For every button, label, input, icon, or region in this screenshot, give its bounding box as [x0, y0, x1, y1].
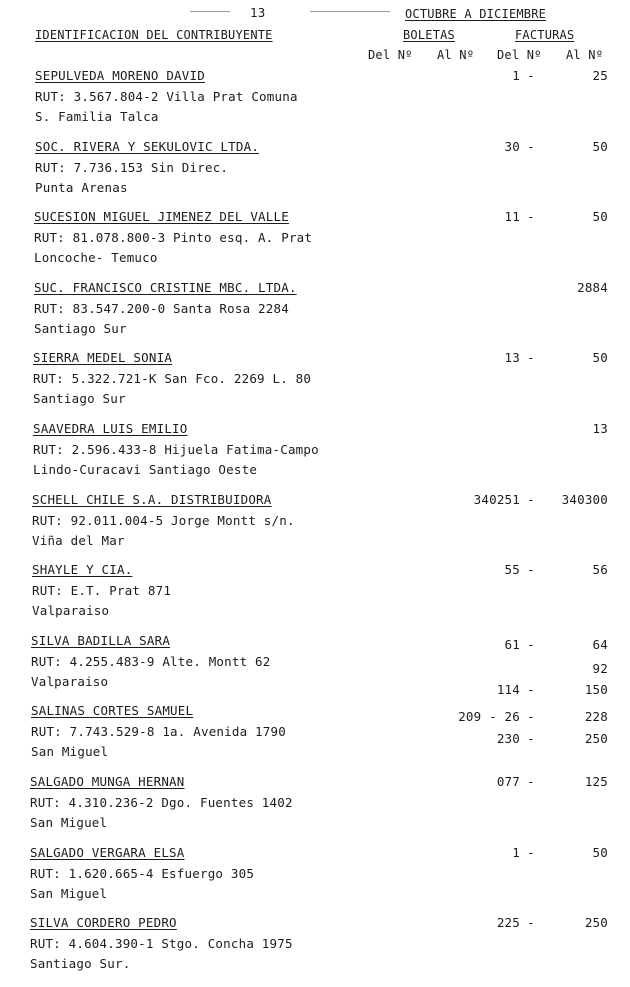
taxpayer-name: SIERRA MEDEL SONIA — [33, 350, 173, 365]
taxpayer-name: SALGADO VERGARA ELSA — [30, 845, 185, 860]
factura-al-value: 340300 — [561, 492, 608, 507]
taxpayer-city: San Miguel — [31, 744, 109, 759]
boletas-al-header: Al Nº — [437, 48, 475, 62]
taxpayer-rut-address: RUT: 83.547.200-0 Santa Rosa 2284 — [34, 300, 289, 316]
factura-del-value: 1 — [512, 68, 520, 83]
scan-mark — [190, 11, 230, 12]
factura-al-value: 50 — [592, 209, 608, 224]
factura-al-value: 25 — [592, 68, 608, 83]
factura-al-value: 228 — [584, 709, 608, 724]
factura-dash: - — [527, 731, 535, 746]
taxpayer-name: SALINAS CORTES SAMUEL — [31, 703, 194, 718]
factura-al-value: 13 — [592, 421, 608, 436]
taxpayer-city: Santiago Sur. — [30, 956, 131, 971]
factura-del-value: 11 — [504, 209, 520, 224]
taxpayer-city: San Miguel — [30, 886, 108, 901]
factura-dash: - — [527, 682, 535, 697]
factura-dash: - — [527, 709, 535, 724]
taxpayer-rut-address: RUT: 5.322.721-K San Fco. 2269 L. 80 — [33, 370, 312, 386]
taxpayer-name: SCHELL CHILE S.A. DISTRIBUIDORA — [32, 492, 272, 507]
taxpayer-rut-address: RUT: 92.011.004-5 Jorge Montt s/n. — [32, 512, 295, 528]
factura-del-value: 340251 — [473, 492, 520, 507]
taxpayer-city: Santiago Sur — [34, 321, 127, 336]
taxpayer-name: SUC. FRANCISCO CRISTINE MBC. LTDA. — [34, 280, 297, 295]
taxpayer-name: SEPULVEDA MORENO DAVID — [35, 68, 205, 83]
taxpayer-name: SOC. RIVERA Y SEKULOVIC LTDA. — [35, 139, 260, 154]
factura-del-value: 61 — [504, 637, 520, 652]
scan-mark — [310, 11, 390, 12]
page-number: 13 — [250, 5, 266, 20]
factura-al-value: 250 — [584, 915, 608, 930]
column-title-facturas: FACTURAS — [515, 28, 575, 42]
factura-dash: - — [527, 209, 535, 224]
factura-al-value: 56 — [592, 562, 608, 577]
facturas-al-header: Al Nº — [566, 48, 604, 62]
taxpayer-city: Lindo-Curacavi Santiago Oeste — [33, 462, 258, 477]
factura-del-value: 55 — [504, 562, 520, 577]
taxpayer-city: San Miguel — [30, 815, 108, 830]
factura-al-value: 64 — [592, 637, 608, 652]
column-title-period: OCTUBRE A DICIEMBRE — [405, 7, 547, 21]
factura-al-value: 2884 — [577, 280, 608, 295]
taxpayer-name: SALGADO MUNGA HERNAN — [30, 774, 185, 789]
factura-del-value: 30 — [504, 139, 520, 154]
factura-del-value: 1 — [512, 845, 520, 860]
factura-dash: - — [527, 139, 535, 154]
taxpayer-city: Viña del Mar — [32, 533, 125, 548]
taxpayer-rut-address: RUT: 3.567.804-2 Villa Prat Comuna — [35, 88, 298, 104]
factura-dash: - — [527, 637, 535, 652]
factura-al-value: 250 — [584, 731, 608, 746]
taxpayer-name: SILVA BADILLA SARA — [31, 633, 171, 648]
factura-del-value: 077 — [496, 774, 520, 789]
factura-al-value: 150 — [584, 682, 608, 697]
taxpayer-rut-address: RUT: 7.736.153 Sin Direc. — [35, 159, 229, 175]
taxpayer-rut-address: RUT: 2.596.433-8 Hijuela Fatima-Campo — [33, 441, 319, 457]
taxpayer-city: Valparaiso — [31, 674, 109, 689]
taxpayer-city: S. Familia Talca — [35, 109, 159, 124]
factura-al-value: 50 — [592, 845, 608, 860]
factura-del-value: 225 — [496, 915, 520, 930]
taxpayer-rut-address: RUT: 81.078.800-3 Pinto esq. A. Prat — [34, 229, 313, 245]
factura-dash: - — [527, 562, 535, 577]
column-title-boletas: BOLETAS — [403, 28, 455, 42]
factura-del-value: 209 - 26 — [458, 709, 520, 724]
factura-al-value: 92 — [592, 661, 608, 676]
taxpayer-rut-address: RUT: 4.604.390-1 Stgo. Concha 1975 — [30, 935, 293, 951]
boletas-del-header: Del Nº — [368, 48, 413, 62]
taxpayer-name: SHAYLE Y CIA. — [32, 562, 133, 577]
taxpayer-city: Loncoche- Temuco — [34, 250, 158, 265]
factura-dash: - — [527, 68, 535, 83]
factura-al-value: 125 — [584, 774, 608, 789]
taxpayer-rut-address: RUT: 4.255.483-9 Alte. Montt 62 — [31, 653, 271, 669]
factura-del-value: 114 — [496, 682, 520, 697]
column-title-identificacion: IDENTIFICACION DEL CONTRIBUYENTE — [35, 28, 273, 42]
factura-al-value: 50 — [592, 139, 608, 154]
factura-dash: - — [527, 492, 535, 507]
facturas-del-header: Del Nº — [497, 48, 542, 62]
factura-del-value: 230 — [496, 731, 520, 746]
factura-al-value: 50 — [592, 350, 608, 365]
taxpayer-rut-address: RUT: 7.743.529-8 1a. Avenida 1790 — [31, 723, 286, 739]
taxpayer-rut-address: RUT: 4.310.236-2 Dgo. Fuentes 1402 — [30, 794, 293, 810]
factura-dash: - — [527, 774, 535, 789]
factura-del-value: 13 — [504, 350, 520, 365]
taxpayer-city: Punta Arenas — [35, 180, 128, 195]
taxpayer-rut-address: RUT: 1.620.665-4 Esfuergo 305 — [30, 865, 255, 881]
taxpayer-name: SAAVEDRA LUIS EMILIO — [33, 421, 188, 436]
taxpayer-rut-address: RUT: E.T. Prat 871 — [32, 582, 172, 598]
factura-dash: - — [527, 350, 535, 365]
taxpayer-name: SILVA CORDERO PEDRO — [30, 915, 177, 930]
taxpayer-city: Valparaiso — [32, 603, 110, 618]
taxpayer-name: SUCESION MIGUEL JIMENEZ DEL VALLE — [34, 209, 289, 224]
factura-dash: - — [527, 915, 535, 930]
factura-dash: - — [527, 845, 535, 860]
taxpayer-city: Santiago Sur — [33, 391, 126, 406]
